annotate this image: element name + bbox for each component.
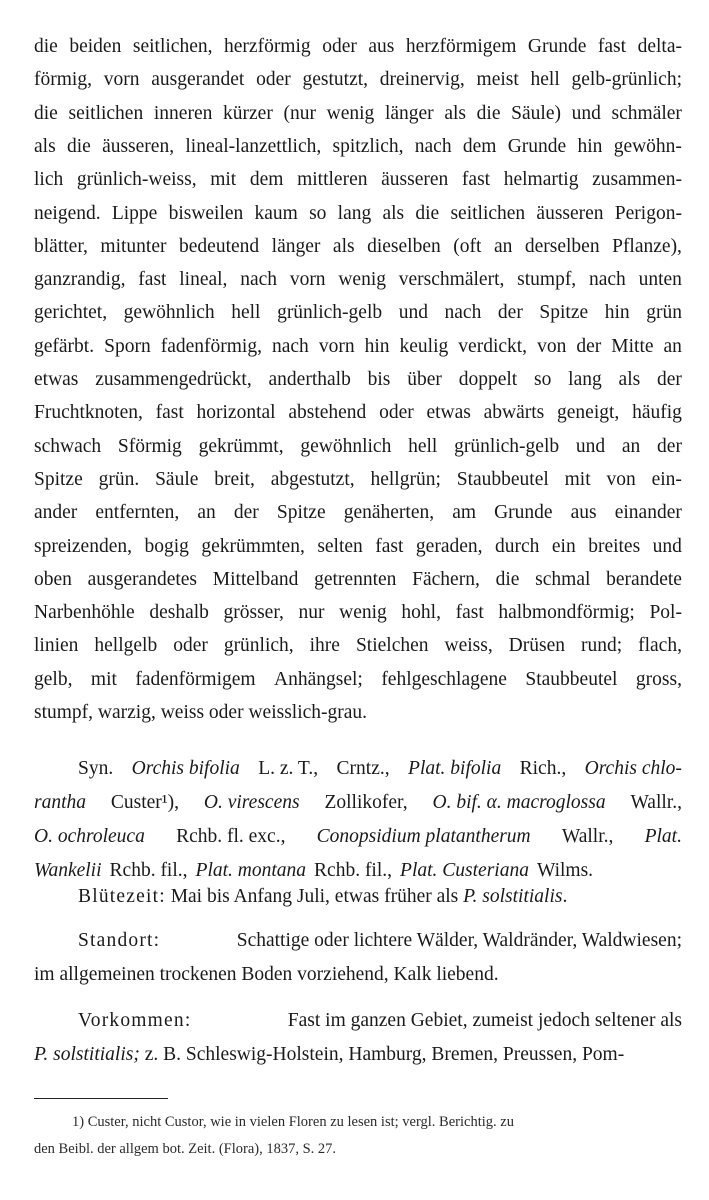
paragraph-word: Säule) [511,103,561,124]
paragraph-word: oder [256,69,291,90]
paragraph-word: an [493,236,513,257]
paragraph-word: der [657,436,682,457]
paragraph-word: oben [34,569,72,590]
paragraph-word: meist [476,69,519,90]
paragraph-word: Grunde [527,36,587,57]
paragraph-word: hin [577,136,603,157]
paragraph-line [34,296,682,330]
paragraph-word: Anhängsel; [274,669,363,690]
paragraph-word: bogig [144,536,189,557]
paragraph-word: dem [249,169,284,190]
synonym-text: Syn. [78,758,114,779]
paragraph-word: flach, [638,635,682,656]
paragraph-line [34,330,682,364]
paragraph-word: die [66,136,91,157]
paragraph-word: gefärbt. [34,336,95,357]
footnote-text-2: den Beibl. der allgem bot. Zeit. (Flora), 1837, S. 27. [34,1141,337,1157]
paragraph-word: hell [231,302,261,323]
paragraph-word: fast [155,402,184,423]
paragraph-word: schmäler [611,103,682,124]
paragraph-word: hell [530,69,560,90]
synonym-text: Rchb. fil., [314,860,393,881]
paragraph-word: (nur [283,103,316,124]
vorkommen-text-1: Fast im ganzen Gebiet, zumeist jedoch seltener als [287,1010,682,1031]
paragraph-word: förmig, [34,69,92,90]
paragraph-word: häufig [632,402,682,423]
paragraph-word: schmal [535,569,591,590]
paragraph-word: einander [614,502,682,523]
paragraph-word: grösser, [223,602,284,623]
paragraph-line [34,430,682,464]
paragraph-word: Spitze [276,502,326,523]
paragraph-word: breites [588,536,641,557]
paragraph-word: ausgerandet [151,69,245,90]
paragraph-word: verdickt, [458,336,528,357]
paragraph-word: weiss, [444,635,493,656]
paragraph-word: spreizenden, [34,536,132,557]
paragraph-word: linien [34,635,79,656]
paragraph-line [34,396,682,430]
paragraph-word: mittleren [297,169,368,190]
taxon-name: Orchis bifolia [131,758,240,779]
paragraph-word: hin [364,336,390,357]
paragraph-word: gekrümmt, [198,436,284,457]
standort-line-2 [34,958,682,992]
paragraph-word: und [398,302,428,323]
synonyms-line [34,820,682,854]
paragraph-word: hohl, [401,602,441,623]
paragraph-word: halbmondförmig; [498,602,635,623]
paragraph-word: fast [138,269,167,290]
paragraph-word: stumpf, [517,269,577,290]
bluetezeit-line [78,880,682,914]
paragraph-word: getrennten [314,569,397,590]
vorkommen-text-2: z. B. Schleswig-Holstein, Hamburg, Bremen, Preussen, Pom- [144,1044,625,1065]
paragraph-line [34,197,682,231]
paragraph-word: ganzrandig, [34,269,126,290]
paragraph-word: als [382,203,405,224]
paragraph-word: durch [495,536,540,557]
paragraph-word: der [233,502,259,523]
synonym-text: L. z. T., [258,758,319,779]
paragraph-word: nach [414,136,452,157]
paragraph-line [34,230,682,264]
paragraph-word: als [618,369,641,390]
paragraph-line [34,596,682,630]
paragraph-word: Staubbeutel [456,469,549,490]
paragraph-word: gerichtet, [34,302,108,323]
standort-line-1 [78,924,682,958]
paragraph-word: grünlich-weiss, [76,169,197,190]
paragraph-word: horizontal [196,402,276,423]
paragraph-word: der [497,302,523,323]
paragraph-word: (oft [453,236,482,257]
paragraph-word: so [309,203,327,224]
paragraph-word: Pflanze), [612,236,682,257]
paragraph-word: die [34,36,58,57]
paragraph-word: blätter, [34,236,88,257]
paragraph-word: seitlichen [68,103,144,124]
paragraph-word: von [606,469,636,490]
footnote-rule [34,1098,168,1099]
paragraph-line [34,130,682,164]
paragraph-word: unten [638,269,682,290]
synonym-text: Rchb. fl. exc., [176,826,286,847]
paragraph-word: fast [455,602,484,623]
paragraph-word: gestutzt, [302,69,369,90]
paragraph-word: gewöhn- [613,136,682,157]
paragraph-word: fast [597,36,627,57]
paragraph-word: Sporn [104,336,151,357]
taxon-name: O. bif. α. macroglossa [432,792,606,813]
paragraph-word: Fächern, [412,569,480,590]
synonym-text: Custer¹), [110,792,180,813]
paragraph-word: herzförmigem [405,36,517,57]
paragraph-word: aus [570,502,597,523]
paragraph-line [34,30,682,64]
paragraph-word: lineal-lanzettlich, [185,136,322,157]
paragraph-word: mit [564,469,591,490]
paragraph-word: nach [588,269,626,290]
synonym-text: Wallr., [630,792,682,813]
paragraph-word: etwas [34,369,79,390]
paragraph-word: aus [368,36,395,57]
standort-text-2: im allgemeinen trockenen Boden vorziehend, Kalk liebend. [34,964,499,985]
paragraph-word: an [197,502,216,523]
paragraph-word: hellgrün; [370,469,441,490]
paragraph-word: oder [322,36,357,57]
synonyms-line [34,786,682,820]
paragraph-word: selten [317,536,363,557]
paragraph-word: doppelt [458,369,518,390]
paragraph-line [34,263,682,297]
paragraph-word: ausgerandetes [87,569,198,590]
paragraph-word: vorn [103,69,140,90]
paragraph-line [34,63,682,97]
bluetezeit-text: Mai bis Anfang Juli, etwas früher als [170,886,459,907]
standort-label: Standort: [78,930,161,951]
paragraph-word: und [652,536,682,557]
taxon-name: Plat. montana [195,860,307,881]
paragraph-word: beiden [69,36,122,57]
paragraph-word: derselben [524,236,600,257]
paragraph-word: Sförmig [117,436,182,457]
paragraph-word: als [444,103,467,124]
paragraph-word: lang [568,369,602,390]
paragraph-word: fast [375,536,404,557]
synonym-text: Wallr., [561,826,614,847]
paragraph-word: dem [462,136,497,157]
synonym-text: Rchb. fil., [109,860,188,881]
synonym-text: Wilms. [536,860,594,881]
paragraph-word: nach [240,269,278,290]
paragraph-word: seitlichen [450,203,526,224]
paragraph-line [34,663,682,697]
paragraph-word: ander [34,502,78,523]
paragraph-word: Narbenhöhle [34,602,135,623]
paragraph-word: vorn [289,269,326,290]
paragraph-word: hellgelb [94,635,158,656]
paragraph-word: Mittelband [212,569,299,590]
paragraph-word: gelb, [34,669,73,690]
paragraph-word: grünlich-gelb [454,436,560,457]
paragraph-word: lineal, [179,269,228,290]
paragraph-word: Spitze [34,469,83,490]
vorkommen-line-1 [78,1004,682,1038]
paragraph-word: ihre [309,635,340,656]
paragraph-word: Grunde [494,502,553,523]
paragraph-word: an [663,336,682,357]
paragraph-word: als [332,236,355,257]
paragraph-word: dieselben [367,236,441,257]
paragraph-word: gewöhnlich [123,302,215,323]
paragraph-word: von [537,336,567,357]
paragraph-word: Fruchtknoten, [34,402,143,423]
paragraph-word: breit, [214,469,255,490]
paragraph-word: hell [408,436,438,457]
paragraph-word: oder [173,635,208,656]
paragraph-word: deshalb [149,602,209,623]
vorkommen-line-2 [34,1038,682,1072]
paragraph-word: rund; [580,635,623,656]
paragraph-word: hin [604,302,630,323]
taxon-name: O. virescens [203,792,300,813]
paragraph-word: abwärts [483,402,545,423]
paragraph-word: und [575,436,606,457]
paragraph-word: kürzer [223,103,273,124]
paragraph-word: Drüsen [508,635,565,656]
paragraph-word: fadenförmig, [160,336,262,357]
paragraph-word: Spitze [539,302,589,323]
paragraph-word: Stielchen [355,635,429,656]
paragraph-word: abstehend [288,402,367,423]
bluetezeit-end: . [562,886,568,907]
paragraph-word: kaum [254,203,298,224]
synonym-text: Crntz., [336,758,390,779]
taxon-name: rantha [34,792,87,813]
paragraph-word: herzförmig [224,36,311,57]
paragraph-word: vorn [318,336,355,357]
bluetezeit-label: Blütezeit: [78,886,166,907]
paragraph-word: Grunde [507,136,567,157]
paragraph-word: äusseren [536,203,604,224]
standort-text-1: Schattige oder lichtere Wälder, Waldränder, Waldwiesen; [236,930,682,951]
paragraph-word: berandete [606,569,682,590]
paragraph-word: fadenförmigem [135,669,256,690]
paragraph-word: gelb-grünlich; [571,69,682,90]
paragraph-word: abgestutzt, [270,469,355,490]
paragraph-word: gekrümmten, [201,536,305,557]
paragraph-word: bisweilen [168,203,244,224]
paragraph-word: und [571,103,601,124]
taxon-name: Plat. Custeriana [400,860,529,881]
paragraph-line [34,629,682,663]
synonym-text: Rich., [519,758,567,779]
paragraph-word: wenig [338,269,386,290]
taxon-name: Orchis chlo- [584,758,682,779]
paragraph-word: lich [34,169,64,190]
paragraph-word: zusammen- [592,169,682,190]
paragraph-word: spitzlich, [332,136,404,157]
paragraph-word: Lippe [111,203,158,224]
paragraph-line [34,530,682,564]
paragraph-word: äusseren [381,169,449,190]
paragraph-word: der [657,369,682,390]
paragraph-word: ein- [651,469,682,490]
paragraph-word: ein [551,536,576,557]
paragraph-word: zusammengedrückt, [95,369,252,390]
paragraph-word: über [407,369,442,390]
paragraph-word: die [34,103,58,124]
vorkommen-label: Vorkommen: [78,1010,192,1031]
paragraph-word: verschmälert, [398,269,505,290]
paragraph-word: keulig [399,336,449,357]
paragraph-word: geraden, [415,536,483,557]
paragraph-word: schwach [34,436,102,457]
paragraph-word: anderthalb [268,369,351,390]
paragraph-word: delta- [637,36,682,57]
paragraph-word: mit [90,669,117,690]
paragraph-word: der [576,336,602,357]
paragraph-word: dreinervig, [379,69,465,90]
paragraph-word: helmartig [503,169,579,190]
paragraph-word: Pol- [649,602,682,623]
paragraph-word: nur [298,602,325,623]
paragraph-word: grünlich, [223,635,294,656]
paragraph-word: die [415,203,440,224]
paragraph-word: so [534,369,552,390]
paragraph-word: mitunter [100,236,167,257]
paragraph-word: Säule [155,469,199,490]
taxon-name: Conopsidium platantherum [316,826,531,847]
vorkommen-species: P. solstitialis; [34,1044,140,1065]
paragraph-word: länger [384,103,434,124]
paragraph-word: geneigt, [557,402,620,423]
paragraph-word: grün [646,302,682,323]
paragraph-line [34,163,682,197]
paragraph-word: grün. [98,469,140,490]
footnote-line-2 [34,1137,694,1162]
paragraph-word: mit [210,169,237,190]
paragraph-word: bis [367,369,391,390]
paragraph-word: gross, [635,669,682,690]
paragraph-word: äusseren, [102,136,175,157]
taxon-name: Wankelii [34,860,102,881]
paragraph-word: fehlgeschlagene [381,669,507,690]
paragraph-word: grünlich-gelb [277,302,383,323]
paragraph-word: Perigon- [614,203,682,224]
paragraph-word: seitlichen, [132,36,213,57]
paragraph-line [34,496,682,530]
footnote-text-1: 1) Custer, nicht Custor, wie in vielen Floren zu lesen ist; vergl. Berichtig. zu [72,1114,514,1130]
paragraph-word: die [495,569,520,590]
paragraph-word: an [621,436,641,457]
paragraph-word: Staubbeutel [525,669,618,690]
paragraph-line-text: stumpf, warzig, weiss oder weisslich-grau. [34,702,368,723]
synonym-text: Zollikofer, [324,792,408,813]
paragraph-word: nach [272,336,309,357]
paragraph-word: wenig [326,103,375,124]
paragraph-word: fast [461,169,491,190]
taxon-name: Plat. [644,826,682,847]
paragraph-word: inneren [153,103,213,124]
paragraph-word: nach [444,302,482,323]
bluetezeit-species: P. solstitialis [463,886,563,907]
paragraph-word: bedeutend [179,236,260,257]
paragraph-word: als [34,136,56,157]
paragraph-line [34,97,682,131]
synonyms-line [78,752,682,786]
footnote-line-1 [72,1110,694,1135]
paragraph-word: lang [337,203,372,224]
paragraph-line [34,696,682,730]
paragraph-word: neigend. [34,203,101,224]
paragraph-line [34,563,682,597]
taxon-name: O. ochroleuca [34,826,145,847]
paragraph-word: am [452,502,477,523]
paragraph-word: die [476,103,501,124]
paragraph-word: etwas [426,402,471,423]
paragraph-word: Mitte [611,336,654,357]
paragraph-word: länger [271,236,321,257]
paragraph-line [34,363,682,397]
paragraph-word: entfernten, [95,502,180,523]
paragraph-word: wenig [339,602,387,623]
taxon-name: Plat. bifolia [408,758,502,779]
paragraph-word: gewöhnlich [300,436,392,457]
paragraph-line [34,463,682,497]
paragraph-word: oder [379,402,414,423]
paragraph-word: genäherten, [343,502,435,523]
